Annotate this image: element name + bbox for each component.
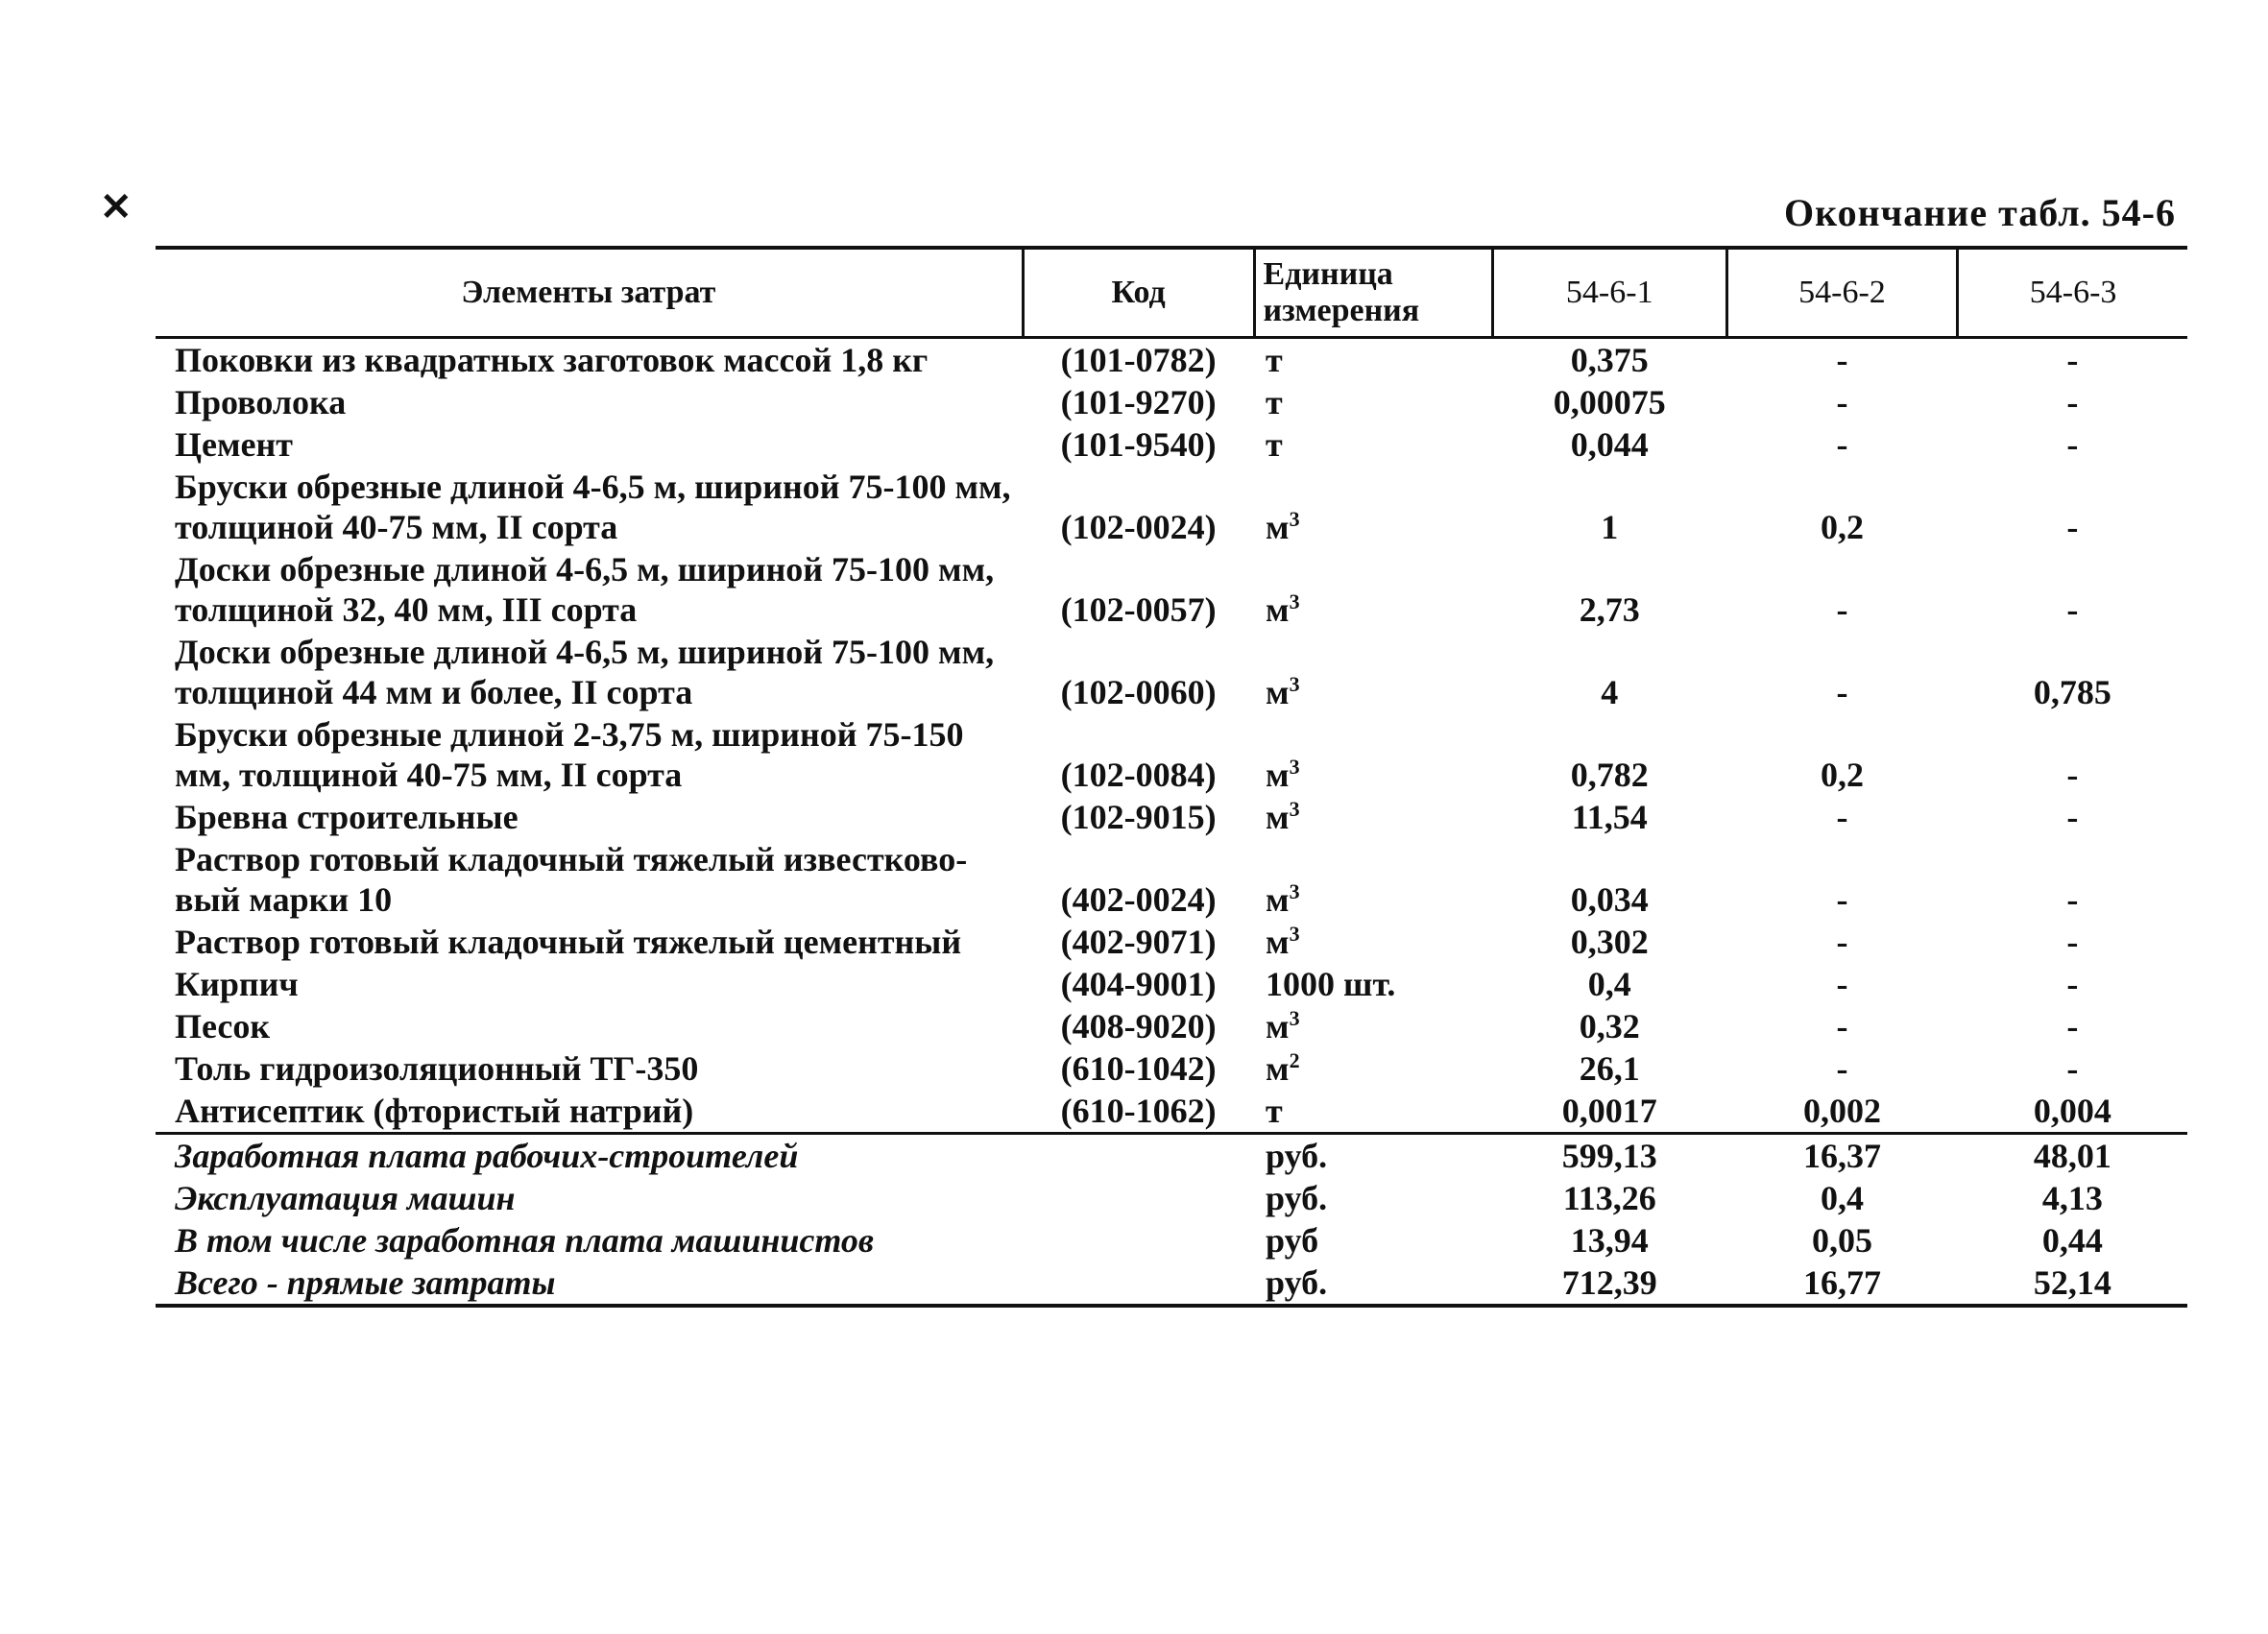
cell-value-1 <box>1492 381 1726 423</box>
cell-code <box>1023 1262 1254 1306</box>
header-code: Код <box>1023 248 1254 338</box>
cell-value-3 <box>1958 381 2187 423</box>
cell-code <box>1023 548 1254 631</box>
cell-code-text: (101-9270) <box>1060 383 1217 421</box>
unit-superscript: 3 <box>1289 507 1300 531</box>
cell-unit <box>1254 838 1492 921</box>
table-row <box>156 338 2187 382</box>
cell-code <box>1023 1047 1254 1090</box>
cell-name <box>156 338 1023 382</box>
unit-superscript: 3 <box>1289 797 1300 821</box>
table-row <box>156 631 2187 713</box>
cell-value-1-text: 0,32 <box>1579 1007 1640 1045</box>
cell-value-3-text: - <box>2066 508 2079 546</box>
cell-code-text: (408-9020) <box>1060 1007 1217 1045</box>
cell-value-1 <box>1492 963 1726 1005</box>
cell-unit <box>1254 466 1492 548</box>
cell-value-1 <box>1492 338 1726 382</box>
cell-value-2 <box>1726 1177 1958 1219</box>
cell-name-text: Бруски обрезные длиной 4-6,5 м, шириной 75-100 мм, толщиной 40-75 мм, II сорта <box>175 468 1011 546</box>
table-row <box>156 1090 2187 1134</box>
cell-name <box>156 963 1023 1005</box>
cell-name <box>156 423 1023 466</box>
unit-superscript: 3 <box>1289 672 1300 696</box>
cell-value-2-text: 0,4 <box>1820 1179 1864 1217</box>
cell-unit <box>1254 1219 1492 1262</box>
cell-value-3 <box>1958 1219 2187 1262</box>
cell-name <box>156 921 1023 963</box>
cell-unit <box>1254 963 1492 1005</box>
cell-name-text: Раствор готовый кладочный тяжелый цементный <box>175 923 962 961</box>
cell-code-text: (102-9015) <box>1060 798 1217 836</box>
cell-value-1-text: 11,54 <box>1571 798 1648 836</box>
cell-name-text: Доски обрезные длиной 4-6,5 м, шириной 75-100 мм, толщиной 32, 40 мм, III сорта <box>175 550 995 629</box>
cell-unit <box>1254 1262 1492 1306</box>
cell-code-text: (404-9001) <box>1060 965 1217 1003</box>
cell-unit-text: м <box>1266 880 1290 919</box>
cell-value-1 <box>1492 1134 1726 1178</box>
cell-code <box>1023 963 1254 1005</box>
cell-code-text: (101-9540) <box>1060 425 1217 464</box>
cell-name-text: Антисептик (фтористый натрий) <box>175 1092 694 1130</box>
cell-name-text: Песок <box>175 1007 271 1045</box>
cell-code <box>1023 381 1254 423</box>
cell-value-1-text: 1 <box>1601 508 1619 546</box>
cell-value-3 <box>1958 631 2187 713</box>
header-name: Элементы затрат <box>156 248 1023 338</box>
table-row <box>156 548 2187 631</box>
cell-value-1 <box>1492 1262 1726 1306</box>
cell-name <box>156 381 1023 423</box>
cell-value-2-text: - <box>1836 425 1848 464</box>
cell-value-3-text: - <box>2066 383 2079 421</box>
cell-value-3-text: 52,14 <box>2033 1263 2111 1302</box>
cell-unit-text: т <box>1266 383 1283 421</box>
cell-code <box>1023 338 1254 382</box>
cell-code <box>1023 1219 1254 1262</box>
table-body <box>156 338 2187 1307</box>
cell-code-text: (102-0084) <box>1060 756 1217 794</box>
cell-value-3-text: - <box>2066 965 2079 1003</box>
cell-unit <box>1254 1134 1492 1178</box>
unit-superscript: 3 <box>1289 1006 1300 1030</box>
cell-value-2 <box>1726 338 1958 382</box>
cell-value-2-text: - <box>1836 798 1848 836</box>
table-row <box>156 1047 2187 1090</box>
table-row <box>156 796 2187 838</box>
cell-value-1-text: 0,782 <box>1570 756 1649 794</box>
unit-superscript: 3 <box>1289 589 1300 613</box>
cell-value-3-text: 0,44 <box>2041 1221 2103 1260</box>
cell-value-1-text: 4 <box>1601 673 1619 711</box>
cell-name-text: Доски обрезные длиной 4-6,5 м, шириной 75-100 мм, толщиной 44 мм и более, II сорта <box>175 633 995 711</box>
cell-value-2 <box>1726 381 1958 423</box>
unit-superscript: 3 <box>1289 879 1300 903</box>
cell-name-text: Поковки из квадратных заготовок массой 1,8 кг <box>175 341 929 379</box>
unit-superscript: 3 <box>1289 922 1300 946</box>
cell-code <box>1023 713 1254 796</box>
cell-value-3 <box>1958 1047 2187 1090</box>
cell-name <box>156 1005 1023 1047</box>
cell-value-2-text: 0,2 <box>1820 756 1864 794</box>
cell-unit-text: м <box>1266 1007 1290 1045</box>
summary-row <box>156 1219 2187 1262</box>
cell-value-3 <box>1958 1005 2187 1047</box>
cell-value-2 <box>1726 423 1958 466</box>
cell-value-1 <box>1492 1177 1726 1219</box>
table-header-row <box>156 248 2187 338</box>
cell-value-3 <box>1958 963 2187 1005</box>
cell-name <box>156 1177 1023 1219</box>
cell-value-1 <box>1492 548 1726 631</box>
cell-value-2 <box>1726 1134 1958 1178</box>
cell-code-text: (610-1062) <box>1060 1092 1217 1130</box>
cell-value-3-text: - <box>2066 923 2079 961</box>
cell-code <box>1023 1090 1254 1134</box>
cell-value-1-text: 0,375 <box>1570 341 1649 379</box>
cell-unit <box>1254 381 1492 423</box>
cell-value-2 <box>1726 963 1958 1005</box>
cell-value-3 <box>1958 423 2187 466</box>
cell-code-text: (101-0782) <box>1060 341 1217 379</box>
cell-value-3-text: 0,004 <box>2033 1092 2111 1130</box>
cell-name <box>156 548 1023 631</box>
cell-value-3 <box>1958 466 2187 548</box>
cell-unit <box>1254 796 1492 838</box>
cell-unit-text: м <box>1266 798 1290 836</box>
cell-value-1 <box>1492 796 1726 838</box>
cell-value-1-text: 599,13 <box>1561 1137 1657 1175</box>
cell-value-2 <box>1726 1262 1958 1306</box>
cell-value-2-text: 16,77 <box>1802 1263 1881 1302</box>
cell-value-3-text: - <box>2066 590 2079 629</box>
table-row <box>156 466 2187 548</box>
cell-value-2-text: - <box>1836 923 1848 961</box>
cell-unit-text: т <box>1266 341 1283 379</box>
cell-value-2-text: - <box>1836 673 1848 711</box>
cell-value-3-text: - <box>2066 880 2079 919</box>
cell-value-1-text: 0,044 <box>1570 425 1649 464</box>
cell-value-3 <box>1958 838 2187 921</box>
cell-value-1 <box>1492 713 1726 796</box>
cell-value-2-text: - <box>1836 341 1848 379</box>
cell-value-2-text: 16,37 <box>1802 1137 1881 1175</box>
cell-value-3-text: 48,01 <box>2033 1137 2111 1175</box>
table-row <box>156 713 2187 796</box>
cell-value-1 <box>1492 921 1726 963</box>
cell-unit-text: м <box>1266 1049 1290 1088</box>
cell-value-2-text: - <box>1836 1049 1848 1088</box>
cell-unit-text: м <box>1266 508 1290 546</box>
cell-unit-text: т <box>1266 425 1283 464</box>
cell-unit <box>1254 713 1492 796</box>
summary-row <box>156 1134 2187 1178</box>
cell-unit-text: руб <box>1266 1221 1319 1260</box>
cell-unit-text: м <box>1266 923 1290 961</box>
cell-unit <box>1254 548 1492 631</box>
cell-code-text: (102-0060) <box>1060 673 1217 711</box>
cell-value-3 <box>1958 1262 2187 1306</box>
cell-value-2 <box>1726 921 1958 963</box>
cell-value-1 <box>1492 1005 1726 1047</box>
cell-code <box>1023 466 1254 548</box>
cell-name <box>156 1219 1023 1262</box>
cell-code <box>1023 838 1254 921</box>
cell-value-1 <box>1492 466 1726 548</box>
cell-unit <box>1254 338 1492 382</box>
cell-code-text: (402-0024) <box>1060 880 1217 919</box>
unit-superscript: 3 <box>1289 755 1300 779</box>
cell-unit <box>1254 1090 1492 1134</box>
table-row <box>156 423 2187 466</box>
cell-value-2-text: - <box>1836 383 1848 421</box>
cell-name <box>156 1134 1023 1178</box>
cell-value-3 <box>1958 1177 2187 1219</box>
cell-value-2 <box>1726 466 1958 548</box>
cell-unit-text: м <box>1266 590 1290 629</box>
cell-code-text: (102-0024) <box>1060 508 1217 546</box>
cell-value-2 <box>1726 796 1958 838</box>
cell-value-1-text: 26,1 <box>1579 1049 1640 1088</box>
cell-value-3 <box>1958 338 2187 382</box>
cell-value-1-text: 712,39 <box>1561 1263 1657 1302</box>
table-row <box>156 381 2187 423</box>
cell-value-1 <box>1492 1090 1726 1134</box>
cell-name-text: Кирпич <box>175 965 299 1003</box>
cell-value-2-text: - <box>1836 1007 1848 1045</box>
cell-value-3-text: - <box>2066 1007 2079 1045</box>
cell-value-3 <box>1958 1134 2187 1178</box>
cell-value-2-text: 0,05 <box>1811 1221 1872 1260</box>
cell-value-1-text: 0,4 <box>1587 965 1631 1003</box>
cell-value-1 <box>1492 1047 1726 1090</box>
corner-mark: ✕ <box>100 185 133 228</box>
cell-value-2-text: - <box>1836 590 1848 629</box>
cell-value-2 <box>1726 1219 1958 1262</box>
cell-unit-text: т <box>1266 1092 1283 1130</box>
cell-value-1 <box>1492 631 1726 713</box>
cell-value-3 <box>1958 713 2187 796</box>
cell-value-3 <box>1958 796 2187 838</box>
cell-unit-text: м <box>1266 756 1290 794</box>
cell-value-2 <box>1726 1047 1958 1090</box>
cell-value-3 <box>1958 548 2187 631</box>
header-col-3: 54-6-3 <box>1958 248 2187 338</box>
cell-value-1 <box>1492 1219 1726 1262</box>
cell-unit <box>1254 1177 1492 1219</box>
cell-code <box>1023 1005 1254 1047</box>
cell-name <box>156 1090 1023 1134</box>
cell-code <box>1023 631 1254 713</box>
cell-name <box>156 466 1023 548</box>
cell-value-3 <box>1958 921 2187 963</box>
cell-value-2-text: - <box>1836 965 1848 1003</box>
table-row <box>156 921 2187 963</box>
table-row <box>156 1005 2187 1047</box>
cell-unit-text: 1000 шт. <box>1266 965 1396 1003</box>
cell-code <box>1023 1177 1254 1219</box>
cell-name-text: Толь гидроизоляционный ТГ-350 <box>175 1049 699 1088</box>
cell-value-2-text: - <box>1836 880 1848 919</box>
cell-value-1 <box>1492 838 1726 921</box>
cell-value-1-text: 0,034 <box>1570 880 1649 919</box>
cell-name-text: Бруски обрезные длиной 2-3,75 м, шириной 75-150 мм, толщиной 40-75 мм, II сорта <box>175 715 964 794</box>
cell-unit-text: руб. <box>1266 1179 1328 1217</box>
cell-value-2 <box>1726 1005 1958 1047</box>
cell-value-2 <box>1726 838 1958 921</box>
cell-name <box>156 1262 1023 1306</box>
cell-value-3-text: 4,13 <box>2041 1179 2103 1217</box>
header-unit: Единица измерения <box>1254 248 1492 338</box>
cell-unit <box>1254 1047 1492 1090</box>
cell-unit <box>1254 423 1492 466</box>
cell-code-text: (402-9071) <box>1060 923 1217 961</box>
cell-value-1-text: 13,94 <box>1570 1221 1649 1260</box>
summary-row <box>156 1177 2187 1219</box>
cell-unit <box>1254 1005 1492 1047</box>
cell-value-1-text: 0,302 <box>1570 923 1649 961</box>
summary-row <box>156 1262 2187 1306</box>
cell-unit-text: м <box>1266 673 1290 711</box>
cell-unit-text: руб. <box>1266 1137 1328 1175</box>
cell-value-3-text: - <box>2066 341 2079 379</box>
cell-value-3-text: - <box>2066 756 2079 794</box>
header-col-2: 54-6-2 <box>1726 248 1958 338</box>
cell-value-2-text: 0,002 <box>1802 1092 1881 1130</box>
cell-unit-text: руб. <box>1266 1263 1328 1302</box>
cell-name-text: Бревна строительные <box>175 798 519 836</box>
cell-value-1 <box>1492 423 1726 466</box>
cell-value-2-text: 0,2 <box>1820 508 1864 546</box>
cell-code <box>1023 796 1254 838</box>
cell-value-2 <box>1726 1090 1958 1134</box>
cell-name <box>156 631 1023 713</box>
cell-name-text: Раствор готовый кладочный тяжелый известково-вый марки 10 <box>175 840 968 919</box>
header-col-1: 54-6-1 <box>1492 248 1726 338</box>
cell-value-1-text: 0,00075 <box>1553 383 1666 421</box>
cell-code <box>1023 1134 1254 1178</box>
unit-superscript: 2 <box>1289 1048 1300 1072</box>
cell-name <box>156 713 1023 796</box>
cell-value-3-text: - <box>2066 425 2079 464</box>
cell-name-text: Заработная плата рабочих-строителей <box>175 1137 799 1175</box>
cost-table <box>156 246 2187 1308</box>
cell-value-1-text: 113,26 <box>1562 1179 1656 1217</box>
cell-name-text: Эксплуатация машин <box>175 1179 516 1217</box>
cell-value-2 <box>1726 631 1958 713</box>
cell-name-text: Проволока <box>175 383 347 421</box>
cell-code <box>1023 921 1254 963</box>
cell-value-1-text: 0,0017 <box>1561 1092 1657 1130</box>
cell-unit <box>1254 921 1492 963</box>
cell-name-text: Цемент <box>175 425 293 464</box>
cell-value-3-text: - <box>2066 1049 2079 1088</box>
cell-value-2 <box>1726 548 1958 631</box>
cell-value-3 <box>1958 1090 2187 1134</box>
cell-unit <box>1254 631 1492 713</box>
cell-name-text: Всего - прямые затраты <box>175 1263 556 1302</box>
cell-name-text: В том числе заработная плата машинистов <box>175 1221 875 1260</box>
cell-name <box>156 838 1023 921</box>
cell-name <box>156 796 1023 838</box>
cell-value-1-text: 2,73 <box>1579 590 1640 629</box>
cell-name <box>156 1047 1023 1090</box>
cell-code-text: (102-0057) <box>1060 590 1217 629</box>
cell-code <box>1023 423 1254 466</box>
cell-value-3-text: - <box>2066 798 2079 836</box>
table-row <box>156 963 2187 1005</box>
cell-code-text: (610-1042) <box>1060 1049 1217 1088</box>
cell-value-2 <box>1726 713 1958 796</box>
table-caption: Окончание табл. 54-6 <box>1784 191 2176 234</box>
cell-value-3-text: 0,785 <box>2033 673 2111 711</box>
table-row <box>156 838 2187 921</box>
